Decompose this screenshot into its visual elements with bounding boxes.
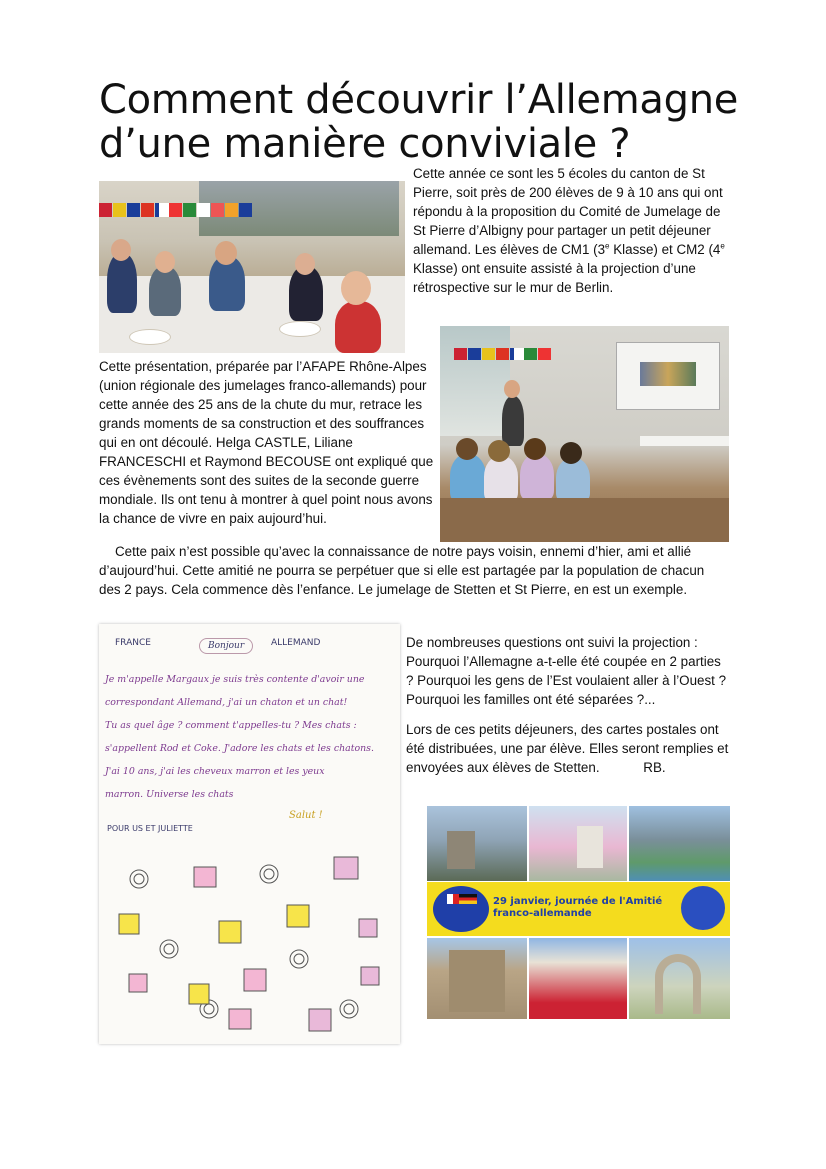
card-bonjour: Bonjour: [199, 638, 253, 654]
author-signature: RB.: [643, 760, 666, 775]
card-allemand: ALLEMAND: [271, 638, 321, 648]
projection-photo: [440, 326, 729, 542]
presentation-paragraph: Cette présentation, préparée par l’AFAPE Rhône-Alpes (union régionale des jumelages franco-allemands) pour cette année des 25 ans de la chute du mur, retrace les grands moments de sa construction et des souffrances qui en ont découlé. Helga CASTLE, Liliane FRANCESCHI et Raymond BECOUSE ont expliqué que ces évènements sont des suites de la seconde guerre mondiale. Ils ont tenu à montrer à quel point nous avons la chance de vivre en paix aujourd’hui.: [99, 359, 434, 526]
card-handwriting: [105, 668, 397, 806]
card-salut: Salut !: [289, 810, 323, 821]
breakfast-photo: [99, 181, 405, 353]
friendship-poster: [427, 806, 730, 1019]
poster-banner: [427, 882, 730, 936]
card-line: correspondant Allemand, j'ai un chaton et un chat!: [105, 697, 348, 708]
card-line: s'appellent Rod et Coke. J'adore les chats et les chatons.: [105, 743, 374, 754]
page-title: Comment découvrir l’Allemagne d’une manière conviviale ?: [99, 77, 739, 167]
gift-drawings: [99, 839, 400, 1044]
postcards-text: Lors de ces petits déjeuners, des cartes postales ont été distribuées, une par élève. Elles seront remplies et envoyées aux élèves de Stetten.: [406, 722, 729, 775]
card-signoff: POUR US ET JULIETTE: [107, 824, 193, 833]
card-line: J'ai 10 ans, j'ai les cheveux marron et les yeux: [105, 766, 325, 777]
questions-paragraph: De nombreuses questions ont suivi la projection : Pourquoi l’Allemagne a-t-elle été coupée en 2 parties ? Pourquoi les gens de l’Est voulaient aller à l’Ouest ? Pourquoi les familles ont été séparées ?...: [406, 635, 727, 707]
intro-paragraph: [413, 164, 735, 297]
card-line: Je m'appelle Margaux je suis très contente d'avoir une: [105, 674, 365, 685]
intro-text-mid: Klasse) et CM2 (4: [609, 242, 721, 257]
card-line: marron. Universe les chats: [105, 789, 234, 800]
card-france: FRANCE: [115, 638, 151, 648]
intro-text: Cette année ce sont les 5 écoles du canton de St Pierre, soit près de 200 élèves de 9 à 10 ans qui ont répondu à la proposition du Comité de Jumelage de St Pierre d’Albigny pour partager un petit déjeuner allemand. Les élèves de CM1 (3: [413, 166, 723, 257]
intro-text-end: Klasse) ont ensuite assisté à la projection d’une rétrospective sur le mur de Berlin.: [413, 261, 696, 295]
peace-paragraph: Cette paix n’est possible qu’avec la connaissance de notre pays voisin, ennemi d’hier, ami et allié d’aujourd’hui. Cette amitié ne pourra se perpétuer que si elle est partagée par la population de chacun des 2 pays. Cela commence dès l’enfance. Le jumelage de Stetten et St Pierre, en est un exemple.: [99, 544, 705, 597]
banner-text: 29 janvier, journée de l'Amitié franco-allemande: [493, 896, 663, 919]
postcards-paragraph: [406, 720, 732, 777]
superscript: e: [605, 241, 610, 251]
superscript: e: [720, 241, 725, 251]
card-line: Tu as quel âge ? comment t'appelles-tu ? Mes chats :: [105, 720, 357, 731]
postcard-drawing: [99, 624, 400, 1044]
